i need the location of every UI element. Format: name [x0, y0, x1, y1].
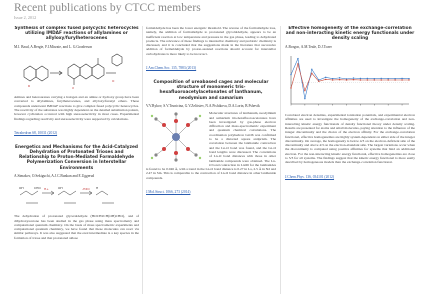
chart-point — [394, 79, 395, 80]
article-link[interactable]: J.Mol.Struct. 1066, 273 (2014) — [146, 190, 191, 195]
article-authors: A.Borgoo, A.M.Teale, D.J.Tozer — [285, 44, 332, 49]
chart-point — [353, 77, 354, 78]
svg-text:R: R — [28, 84, 31, 89]
chart-point — [304, 98, 305, 99]
chart-point — [394, 78, 395, 79]
chart-point — [387, 78, 388, 79]
chart-point — [387, 79, 388, 80]
chart-point — [311, 69, 312, 70]
svg-text:H+: H+ — [44, 187, 49, 192]
chart-point — [297, 58, 298, 59]
chart-point — [374, 79, 375, 80]
chart-point — [360, 78, 361, 79]
chart-point — [401, 78, 402, 79]
svg-text:-H2O: -H2O — [82, 187, 90, 192]
svg-text:CHO: CHO — [34, 186, 41, 191]
article-authors: M.I. Bzud, A.Bergie, F.I.Mirzaie, and L. G.Gooderson — [14, 44, 93, 49]
chart-point — [381, 78, 382, 79]
article-link[interactable]: Tetrahedron 68, 10031 (2012) — [14, 130, 58, 135]
article-authors: V.V.Bykov, S.V.Trunicina, G.V.Zelitsiev, N.A.Pishikova, D.A.Lorin, B.Pshevik — [146, 103, 260, 108]
svg-text:X: X — [72, 86, 75, 91]
chart-point — [325, 77, 326, 78]
article-link[interactable]: J.Am.Chem.Soc. 135, 7883 (2013) — [146, 66, 197, 71]
chart-point — [339, 77, 340, 78]
chart-point — [408, 79, 409, 80]
article-abstract: formaldehyde has been the lower energetic threshold. The reverse of the formaldehyde loss, namely, the addition of formaldehyde to protonated glycolaldehyde, appears to be an inefficient reaction at low temperature and pressure in the gas phase, leading to dehydrated products. The relevance of these findings to interstellar chemistry and prebiotic chemistry is discussed, and it is concluded that the suggestions made in the literature that successive addition of formaldehyde by proton-assisted reactions should account for interstellar carbohydrates is more likely to be incorrect. — [146, 26, 276, 56]
chart-point — [408, 78, 409, 79]
chart-point — [318, 81, 319, 82]
chart-point — [332, 79, 333, 80]
chart-point — [367, 78, 368, 79]
chart-point — [332, 78, 333, 79]
article-abstract: The dehydration of protonated glyceraldehyde (HOCH2CH(OH)CHO), and of dihydroxyacetone has been studied in the gas phase using mass spectrometry and computational quantum chemistry. On the basis of mass spectrometric experiments and computational quantum chemistry, we have found that these molecules can react via similar pathways. It was also suggested that the enol intermediate is a key species in the formation of triose and that protonated aldose — [14, 214, 139, 240]
article-link[interactable]: J.Chem.Phys. 136, 034101 (2012) — [285, 174, 335, 179]
article-title: Effective homogeneity of the exchange-correlation and non-interacting kinetic energy functionals under density scaling — [285, 26, 415, 42]
chart-point — [374, 78, 375, 79]
svg-text:OH: OH — [19, 186, 24, 191]
chart-point — [360, 79, 361, 80]
article-authors: A.Simakov, O.Sekiguchi, A.J.C.Bunkan and E.Uggerud — [14, 173, 95, 178]
chart-point — [290, 74, 291, 75]
svg-text:O: O — [112, 79, 115, 84]
chart-point — [401, 79, 402, 80]
page-header — [0, 0, 425, 24]
chart-series-line-1 — [291, 59, 409, 99]
page-title: Recent publications by CTCC members — [14, 2, 201, 14]
article-title: Synthesis of complex fused polycyclic heterocycles utilizing IMDAF reactions of allylamines or allyloxy/furylheterocenes — [14, 26, 139, 42]
reaction-scheme-figure — [14, 181, 132, 211]
chart-point — [297, 63, 298, 64]
article-abstract: Molecular structures of lanthanum, neodymium and samarium tris-hexafluoroacetonates have been investigated by gas-phase electron diffraction and mass-spectrometric experiment and quantum chemical calculations. The coordination polyhedron LnO6 was confirmed to be a distorted square antiprism. The correlation between the lanthanide contraction and the Ln-O bond was found, and the Ln-O bond lengths were discussed. The correlations of Ln-O bond distances with those in other lanthanide compounds were obtained. The Ln-O bond contraction in LnO6 for the lanthanides is found to be 0.046 Å, with a trend in the Ln-O bond distance is 0.27 in La, 2.5 Å in Nd and 2.47 in Sm. This is comparable to the contraction of Ln-O bond distance in other lanthanide compounds. — [146, 111, 276, 180]
chart-point — [290, 87, 291, 88]
article-title: Composition of ureabased cages and molecular structure of monomeric tris-hexafluoroacetylacetonates of lanthanum, neodymium and samarium — [153, 80, 269, 101]
svg-text:OH: OH — [58, 186, 63, 191]
column-left — [14, 26, 139, 296]
article-title: Energetics and Mechanisms for the Acid-Catalyzed Dehydration of Protonated Trioses and Relationship to Proton-Mediated Formaldehyde Polymerization Conversion in Interstellar Environments — [15, 144, 138, 171]
svg-text:H: H — [96, 186, 99, 191]
molecular-structure-figure — [146, 111, 206, 163]
reaction-scheme-figure — [16, 52, 126, 92]
article-abstract: Amines and heteroarenes carrying a halogen and an amine or hydroxy group have been converted to allylamines, furylheterocenes, and allyloxy/furanyl ethers. These compounds underwent IMDAF reactions to give complex fused polycyclic heterocycles. The reactivity of the substrates was highly dependent on the detailed substitution pattern, however cyclization occurred with high stereoselectivity in most cases. Experimental findings regarding reactivity and stereoselectivity were supported by calculations. — [14, 95, 139, 121]
homogeneity-chart — [285, 52, 413, 110]
chart-point — [367, 79, 368, 80]
chart-point — [353, 79, 354, 80]
article-abstract: Correlated electron densities, experimental ionization potentials, and experimental electron affinities are used to investigate the homogeneity of the exchange-correlation and non-interacting kinetic energy functionals of density functional theory under density scaling. Results are presented for atoms and small molecules, paying attention to the influence of the integer discontinuity and the choice of the electron affinity. For the exchange-correlation functional, effective homogeneities are highly system-dependent on either side of the integer discontinuity. On average, the homogeneity is below 4/3 on the electron-deficient side of the discontinuity and above 4/3 on the electron-abundant side. The largest variations occur when the discontinuity is computed using positive affinities for systems that bind an additional electron. For the non-interacting kinetic energy functional, effective homogeneities are close to 5/3 for all systems. The findings suggest that the kinetic energy functional is more easily described by homogeneous models than the exchange-correlation functional. — [285, 113, 415, 165]
chart-series-line-2 — [291, 64, 409, 91]
chart-point — [325, 79, 326, 80]
column-middle — [146, 26, 276, 296]
chart-point — [304, 90, 305, 91]
column-divider — [280, 26, 281, 294]
column-right — [285, 26, 415, 296]
chart-point — [346, 79, 347, 80]
chart-point — [381, 79, 382, 80]
chart-point — [311, 73, 312, 74]
issue-label: Issue 2, 2012 — [14, 15, 37, 20]
column-divider — [142, 26, 143, 294]
chart-point — [339, 79, 340, 80]
